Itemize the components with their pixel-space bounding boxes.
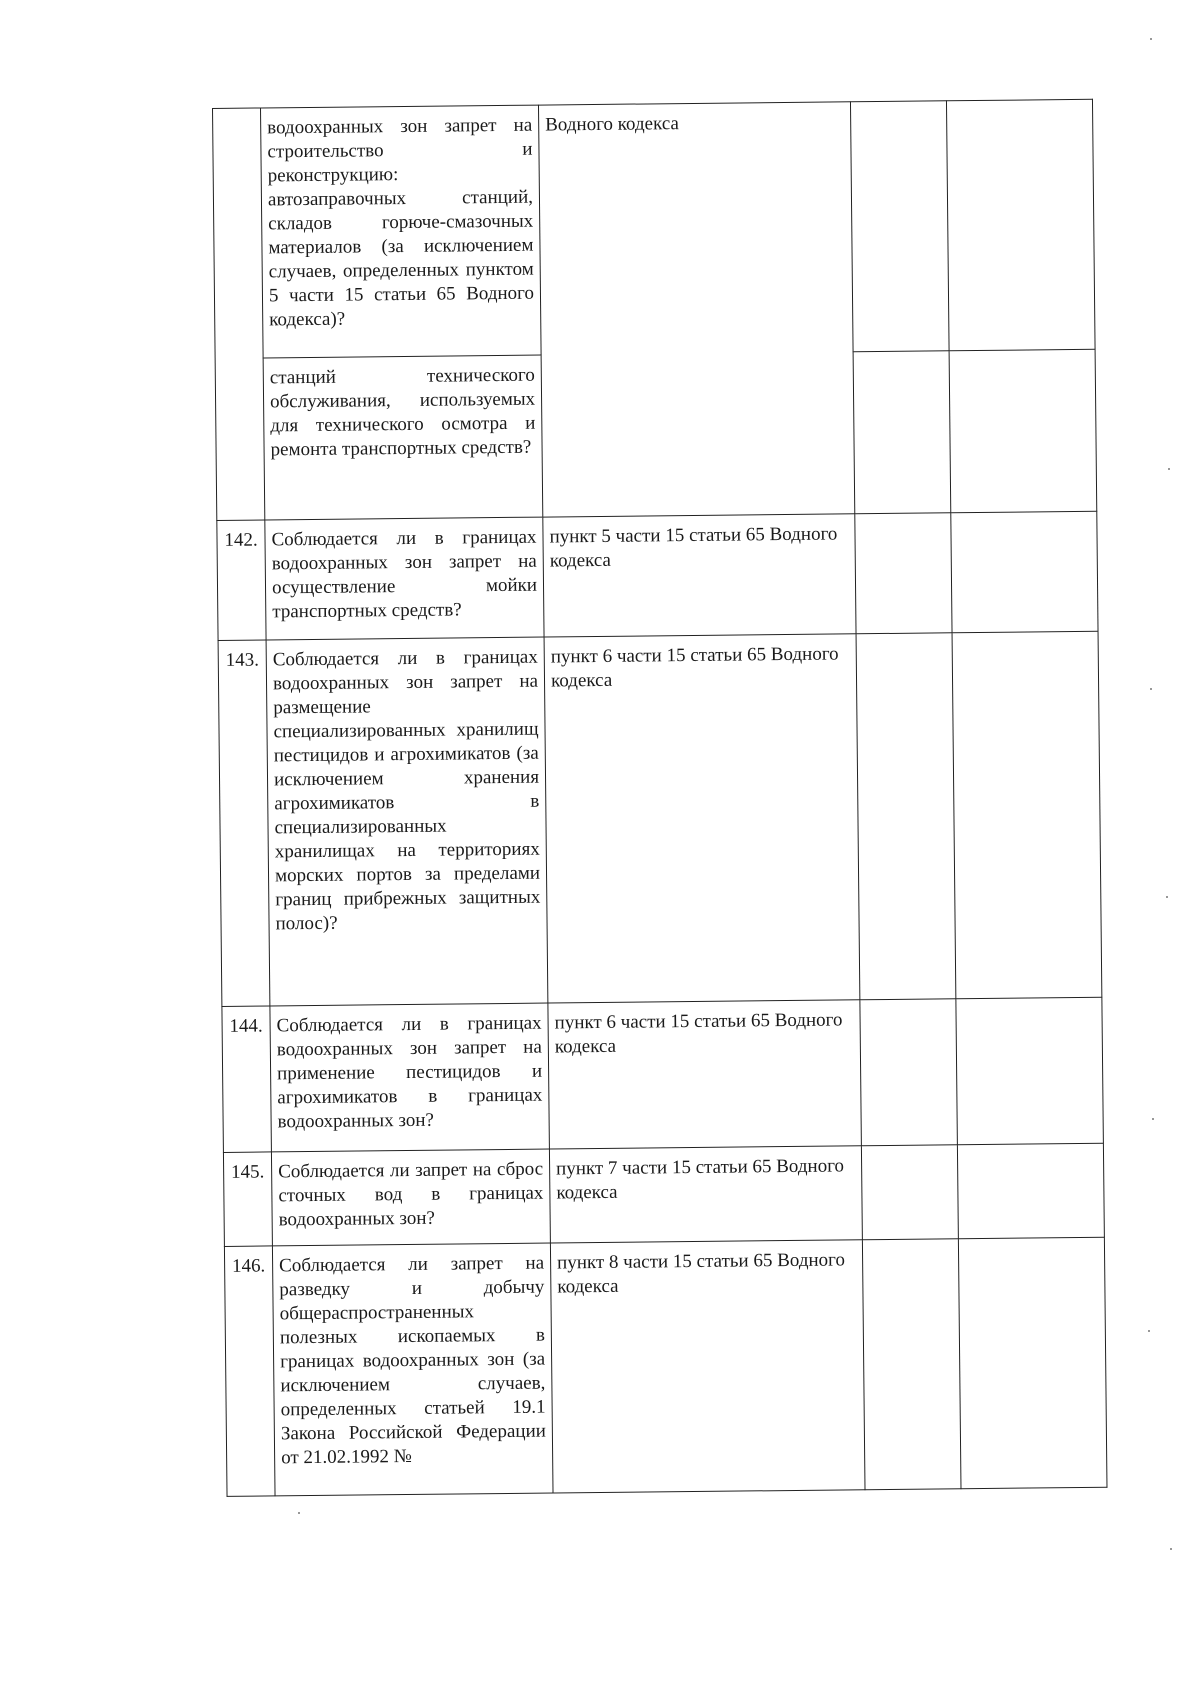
reference-cell: пункт 5 части 15 статьи 65 Водного кодекса: [543, 514, 856, 637]
row-number: 142.: [217, 520, 266, 640]
blank-cell: [952, 631, 1102, 999]
blank-cell: [951, 511, 1098, 633]
table-row: [224, 1237, 1107, 1496]
scan-speck: [1166, 896, 1168, 898]
row-number: 145.: [223, 1152, 272, 1246]
row-number: [213, 108, 265, 520]
table-row: [217, 511, 1098, 640]
reference-cell: пункт 7 части 15 статьи 65 Водного кодекса: [549, 1146, 862, 1243]
blank-cell: [853, 351, 951, 514]
scan-speck: [1170, 1548, 1172, 1550]
row-number: 144.: [222, 1006, 272, 1152]
blank-cell: [850, 101, 949, 352]
blank-cell: [861, 1145, 958, 1240]
question-cell: Соблюдается ли в границах водоохранных зон запрет на осуществление мойки транспортных средств?: [265, 517, 544, 640]
row-number: 146.: [224, 1246, 275, 1496]
blank-cell: [949, 349, 1097, 513]
question-cell: Соблюдается ли в границах водоохранных зон запрет на размещение специализированных хранилищ пестицидов и агрохимикатов (за исключением хранения агрохимикатов в специализированных хранилищах на территориях морских портов за пределами границ прибрежных защитных полос)?: [266, 637, 548, 1006]
question-cell: станций технического обслуживания, используемых для технического осмотра и ремонта транспортных средств?: [263, 355, 543, 520]
blank-cell: [946, 99, 1095, 351]
scan-speck: [298, 1512, 300, 1514]
blank-cell: [860, 999, 958, 1146]
table-row: [222, 997, 1103, 1152]
scan-speck: [1168, 468, 1170, 470]
scan-speck: [1150, 38, 1152, 40]
blank-cell: [862, 1239, 961, 1490]
table-row: [218, 631, 1102, 1006]
scan-speck: [1150, 688, 1152, 690]
checklist-table: [212, 99, 1107, 1497]
blank-cell: [855, 513, 952, 634]
question-cell: Соблюдается ли запрет на разведку и добычу общераспространенных полезных ископаемых в границах водоохранных зон (за исключением случаев, определенных статьей 19.1 Закона Российской Федерации от 21.02.1992 №: [272, 1243, 553, 1496]
question-cell: водоохранных зон запрет на строительство и реконструкцию: автозаправочных станций, складов горюче-смазочных материалов (за исключением случаев, определенных пунктом 5 части 15 статьи 65 Водного кодекса)?: [261, 105, 542, 358]
question-cell: Соблюдается ли в границах водоохранных зон запрет на применение пестицидов и агрохимикатов в границах водоохранных зон?: [270, 1003, 550, 1152]
scan-speck: [1148, 1330, 1150, 1332]
row-number: 143.: [218, 640, 270, 1006]
reference-cell: Водного кодекса: [538, 102, 854, 517]
reference-cell: пункт 6 части 15 статьи 65 Водного кодекса: [548, 1000, 862, 1149]
blank-cell: [957, 1143, 1104, 1239]
scan-speck: [1152, 1118, 1154, 1120]
question-cell: Соблюдается ли запрет на сброс сточных вод в границах водоохранных зон?: [271, 1149, 550, 1246]
blank-cell: [958, 1237, 1107, 1489]
reference-cell: пункт 6 части 15 статьи 65 Водного кодекса: [544, 634, 860, 1003]
table-row: [213, 99, 1096, 358]
blank-cell: [856, 633, 956, 1000]
table-row: [223, 1143, 1104, 1246]
blank-cell: [956, 997, 1104, 1145]
reference-cell: пункт 8 части 15 статьи 65 Водного кодекса: [550, 1240, 865, 1493]
